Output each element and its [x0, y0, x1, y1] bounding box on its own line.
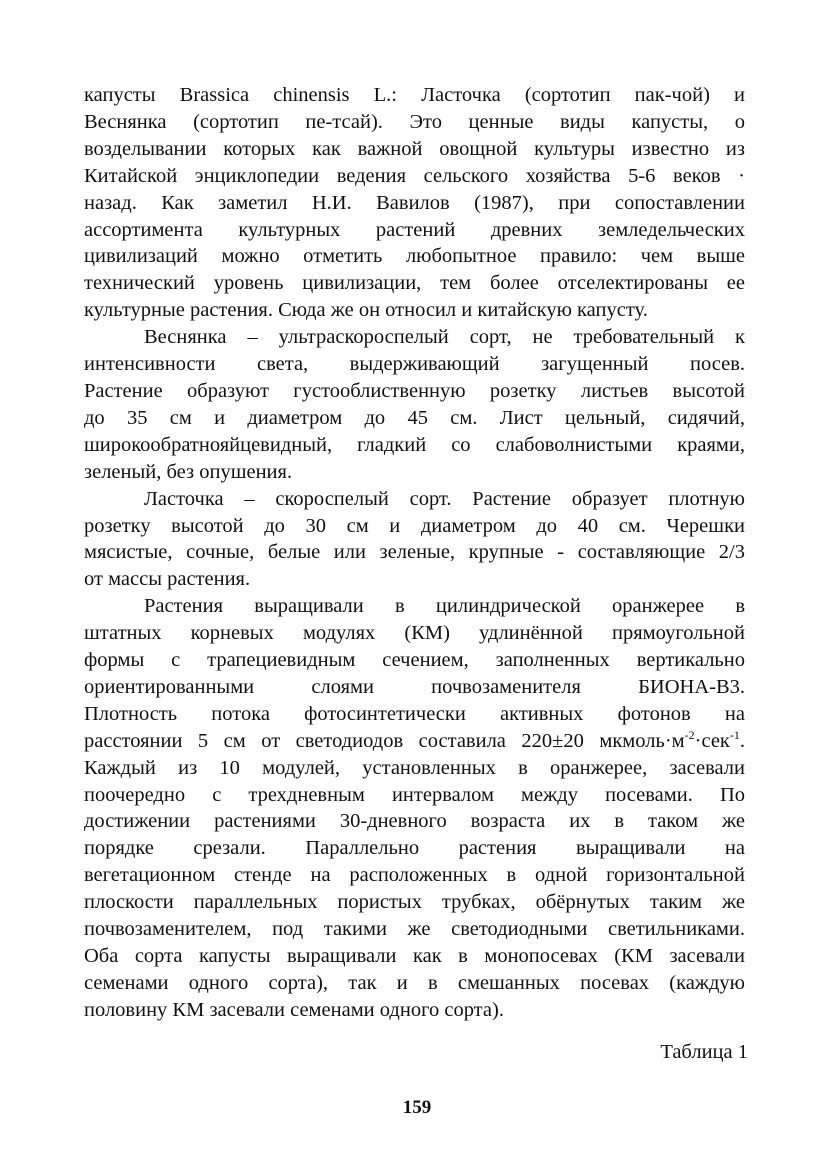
page-number: 159 [402, 1097, 432, 1118]
text-line: достижении растениями 30-дневного возраста их в таком же [84, 810, 745, 833]
text-line: почвозаменителем, под такими же светодиодными светильниками. [84, 918, 745, 941]
text-line: цивилизаций можно отметить любопытное правило: чем выше [84, 245, 745, 268]
table-caption: Таблица 1 [660, 1041, 748, 1063]
text-line: Каждый из 10 модулей, установленных в оранжерее, засевали [84, 756, 745, 779]
text-line: мясистые, сочные, белые или зеленые, крупные - составляющие 2/3 [84, 541, 745, 564]
text-line: плоскости параллельных пористых трубках, обёрнутых таким же [84, 891, 745, 914]
sup-line-text-before: расстоянии 5 см от светодиодов составила 220±20 мкмоль·м [84, 729, 685, 752]
body-text [84, 82, 745, 1024]
text-line: ориентированными слоями почвозаменителя БИОНА-В3. [84, 675, 745, 698]
text-line: Китайской энциклопедии ведения сельского хозяйства 5-6 веков · [84, 164, 745, 187]
text-line: от массы растения. [84, 568, 251, 591]
text-line: интенсивности света, выдерживающий загущенный посев. [84, 353, 745, 376]
sup-line-text-after: . [739, 729, 745, 752]
text-line: половину КМ засевали семенами одного сорта). [84, 998, 504, 1021]
text-line: возделывании которых как важной овощной культуры известно из [84, 137, 745, 160]
paragraph-1 [84, 82, 745, 324]
text-line: Растение образуют густооблиственную розетку листьев высотой [84, 379, 745, 402]
paragraph-4 [84, 593, 745, 1024]
text-line: Веснянка (сортотип пе-тсай). Это ценные виды капусты, о [84, 110, 745, 133]
text-line: технический уровень цивилизации, тем более отселектированы ее [84, 272, 745, 295]
text-line: формы с трапециевидным сечением, заполненных вертикально [84, 649, 745, 672]
text-line: зеленый, без опушения. [84, 460, 293, 483]
text-line: вегетационном стенде на расположенных в одной горизонтальной [84, 864, 745, 887]
text-line: назад. Как заметил Н.И. Вавилов (1987), при сопоставлении [84, 191, 745, 214]
text-line-with-superscript [84, 728, 745, 755]
text-line: Плотность потока фотосинтетически активных фотонов на [84, 702, 745, 725]
text-line: порядке срезали. Параллельно растения выращивали на [84, 837, 745, 860]
text-line: семенами одного сорта), так и в смешанных посевах (каждую [84, 971, 745, 994]
text-line: культурные растения. Сюда же он относил и китайскую капусту. [84, 299, 648, 322]
sup-line-text-middle: ·сек [694, 729, 730, 752]
text-line: ассортимента культурных растений древних земледельческих [84, 218, 745, 241]
text-line: широкообратнояйцевидный, гладкий со слабоволнистыми краями, [84, 433, 745, 456]
paragraph-3 [84, 486, 745, 594]
superscript-exponent: -2 [684, 727, 695, 742]
paragraph-2 [84, 324, 745, 485]
text-line: Растения выращивали в цилиндрической оранжерее в [144, 595, 745, 618]
text-line: Веснянка – ультраскороспелый сорт, не требовательный к [144, 326, 745, 349]
text-line: Ласточка – скороспелый сорт. Растение образует плотную [144, 487, 745, 510]
text-line: капусты Brassica chinensis L.: Ласточка (сортотип пак-чой) и [84, 84, 745, 106]
text-line: штатных корневых модулях (КМ) удлинённой прямоугольной [84, 622, 745, 645]
text-line: поочередно с трехдневным интервалом между посевами. По [84, 783, 745, 806]
text-line: Оба сорта капусты выращивали как в монопосевах (КМ засевали [84, 945, 745, 967]
superscript-exponent: -1 [729, 727, 740, 742]
text-line: розетку высотой до 30 см и диаметром до 40 см. Черешки [84, 514, 745, 537]
text-line: до 35 см и диаметром до 45 см. Лист цельный, сидячий, [84, 406, 745, 429]
